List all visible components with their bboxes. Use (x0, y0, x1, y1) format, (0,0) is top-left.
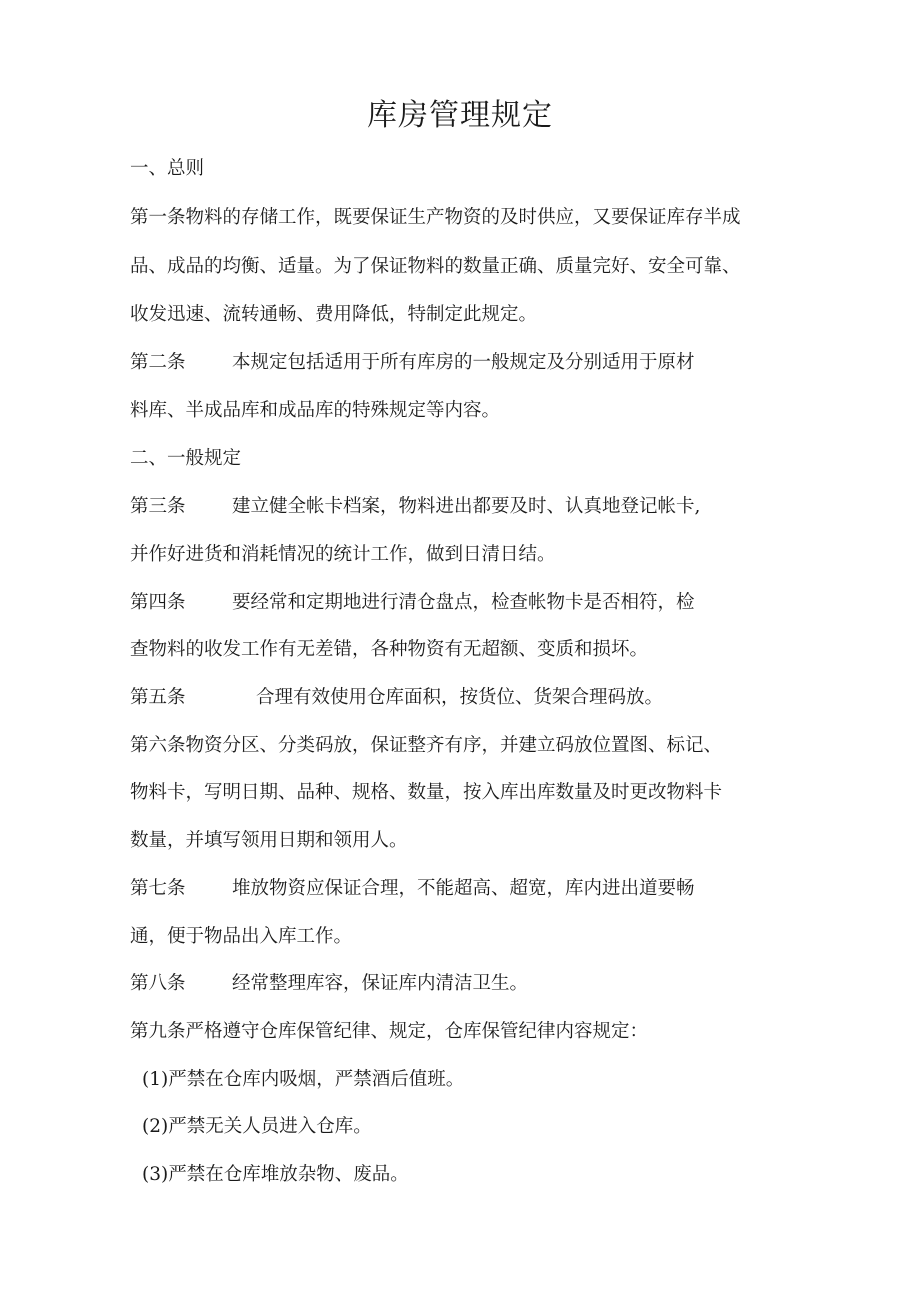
article-5-number: 第五条 (130, 687, 186, 708)
article-2-line-2: 料库、半成品库和成品库的特殊规定等内容。 (130, 400, 501, 421)
article-2-number: 第二条 (130, 352, 186, 373)
article-2-text: 本规定包括适用于所有库房的一般规定及分别适用于原材 (232, 352, 695, 373)
article-3-number: 第三条 (130, 496, 186, 517)
article-8-line-1 (130, 971, 528, 997)
section-heading-general: 一、总则 (130, 158, 205, 179)
article-5-line-1 (130, 685, 663, 711)
article-8-text: 经常整理库容，保证库内清洁卫生。 (232, 973, 529, 994)
article-9-line-1: 第九条严格遵守仓库保管纪律、规定，仓库保管纪律内容规定： (130, 1021, 649, 1042)
list-item-2: (2)严禁无关人员进入仓库。 (142, 1116, 372, 1137)
article-1-line-2: 品、成品的均衡、适量。为了保证物料的数量正确、质量完好、安全可靠、 (130, 256, 741, 277)
article-3-line-1 (130, 494, 700, 520)
article-4-text: 要经常和定期地进行清仓盘点，检查帐物卡是否相符，检 (232, 592, 695, 613)
article-1-line-1: 第一条物料的存储工作，既要保证生产物资的及时供应，又要保证库存半成 (130, 207, 741, 228)
article-1-line-3: 收发迅速、流转通畅、费用降低，特制定此规定。 (130, 304, 538, 325)
article-4-number: 第四条 (130, 592, 186, 613)
article-7-line-1 (130, 876, 695, 902)
article-4-line-2: 查物料的收发工作有无差错，各种物资有无超额、变质和损坏。 (130, 639, 649, 660)
article-5-text: 合理有效使用仓库面积，按货位、货架合理码放。 (256, 687, 664, 708)
article-7-line-2: 通，便于物品出入库工作。 (130, 926, 353, 947)
article-7-text: 堆放物资应保证合理，不能超高、超宽，库内进出道要畅 (232, 878, 695, 899)
article-3-line-2: 并作好进货和消耗情况的统计工作，做到日清日结。 (130, 544, 556, 565)
list-item-1: (1)严禁在仓库内吸烟，严禁酒后值班。 (142, 1069, 465, 1090)
article-6-line-3: 数量，并填写领用日期和领用人。 (130, 830, 408, 851)
article-6-line-1: 第六条物资分区、分类码放，保证整齐有序，并建立码放位置图、标记、 (130, 735, 723, 756)
article-3-text: 建立健全帐卡档案，物料进出都要及时、认真地登记帐卡, (232, 496, 701, 517)
article-6-line-2: 物料卡，写明日期、品种、规格、数量，按入库出库数量及时更改物料卡 (130, 782, 723, 803)
document-title: 库房管理规定 (367, 98, 553, 133)
article-4-line-1 (130, 590, 695, 616)
article-7-number: 第七条 (130, 878, 186, 899)
section-heading-rules: 二、一般规定 (130, 448, 242, 469)
article-8-number: 第八条 (130, 973, 186, 994)
list-item-3: (3)严禁在仓库堆放杂物、废品。 (142, 1164, 409, 1185)
article-2-line-1 (130, 350, 695, 376)
